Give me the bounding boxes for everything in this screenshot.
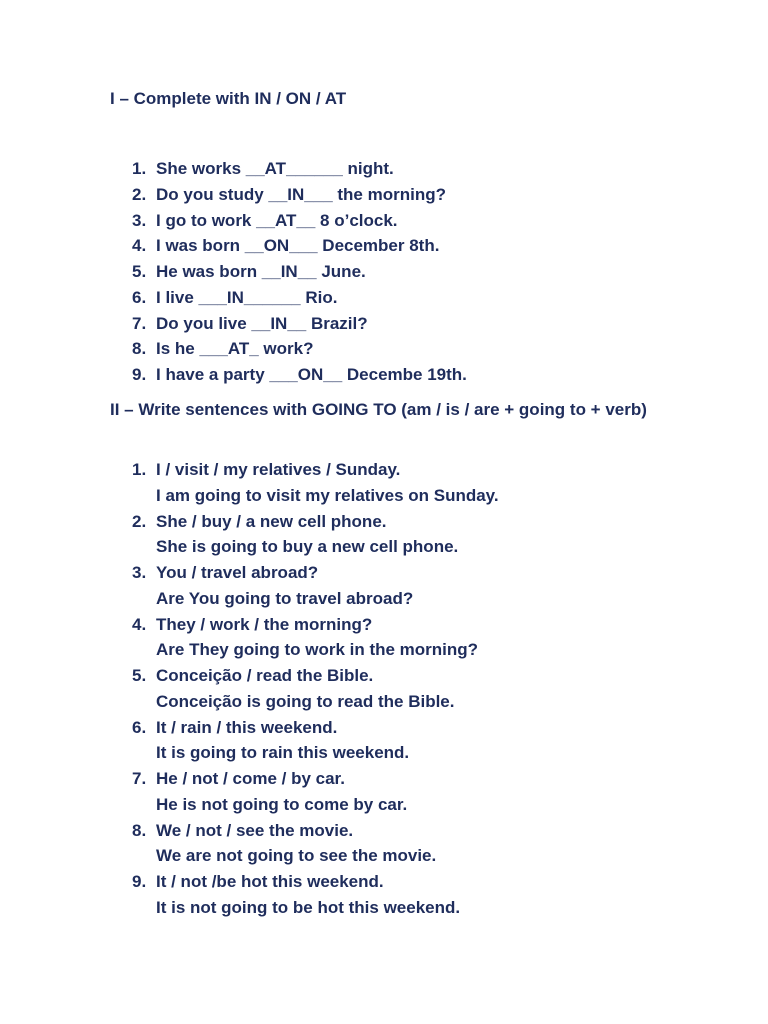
item-number: 6.: [132, 717, 147, 737]
item-text: He was born __IN__ June.: [156, 262, 366, 281]
item-text: Do you study __IN___ the morning?: [156, 184, 446, 204]
item-answer: She is going to buy a new cell phone.: [156, 537, 459, 557]
item-text: I go to work __AT__ 8 o’clock.: [156, 210, 398, 230]
item-answer: Are You going to travel abroad?: [156, 588, 414, 608]
item-answer: Are They going to work in the morning?: [156, 640, 479, 660]
item-number: 8.: [132, 820, 147, 840]
item-number: 1.: [132, 159, 147, 178]
item-answer: It is not going to be hot this weekend.: [156, 897, 461, 917]
item-answer: Conceição is going to read the Bible.: [156, 691, 455, 711]
item-text: She works __AT______ night.: [156, 159, 394, 178]
item-number: 4.: [132, 614, 147, 634]
item-number: 1.: [132, 460, 147, 479]
item-prompt: You / travel abroad?: [156, 563, 319, 582]
item-number: 5.: [132, 666, 147, 685]
item-number: 9.: [132, 365, 147, 384]
item-number: 3.: [132, 210, 147, 230]
item-number: 7.: [132, 769, 147, 788]
item-text: I live ___IN______ Rio.: [156, 287, 338, 307]
item-text: Is he ___AT_ work?: [156, 339, 314, 359]
item-text: Do you live __IN__ Brazil?: [156, 313, 368, 333]
item-text: I was born __ON___ December 8th.: [156, 236, 440, 256]
item-prompt: I / visit / my relatives / Sunday.: [156, 460, 401, 479]
item-number: 7.: [132, 313, 147, 333]
item-number: 8.: [132, 339, 147, 359]
item-number: 2.: [132, 184, 147, 204]
item-prompt: She / buy / a new cell phone.: [156, 511, 387, 531]
item-prompt: He / not / come / by car.: [156, 769, 345, 788]
item-number: 4.: [132, 236, 147, 256]
item-number: 3.: [132, 563, 147, 582]
item-prompt: They / work / the morning?: [156, 614, 373, 634]
item-answer: We are not going to see the movie.: [156, 846, 437, 866]
item-number: 5.: [132, 262, 147, 281]
item-prompt: It / rain / this weekend.: [156, 717, 338, 737]
item-number: 2.: [132, 511, 147, 531]
item-prompt: We / not / see the movie.: [156, 820, 354, 840]
item-prompt: Conceição / read the Bible.: [156, 666, 374, 685]
item-answer: I am going to visit my relatives on Sunday.: [156, 485, 499, 505]
item-answer: He is not going to come by car.: [156, 794, 408, 814]
item-prompt: It / not /be hot this weekend.: [156, 872, 384, 891]
item-answer: It is going to rain this weekend.: [156, 743, 410, 763]
section-1-heading: I – Complete with IN / ON / AT: [110, 89, 347, 108]
item-number: 9.: [132, 872, 147, 891]
item-text: I have a party ___ON__ Decembe 19th.: [156, 365, 467, 384]
section-2-heading: II – Write sentences with GOING TO (am / is / are + going to + verb): [110, 400, 647, 419]
item-number: 6.: [132, 287, 147, 307]
